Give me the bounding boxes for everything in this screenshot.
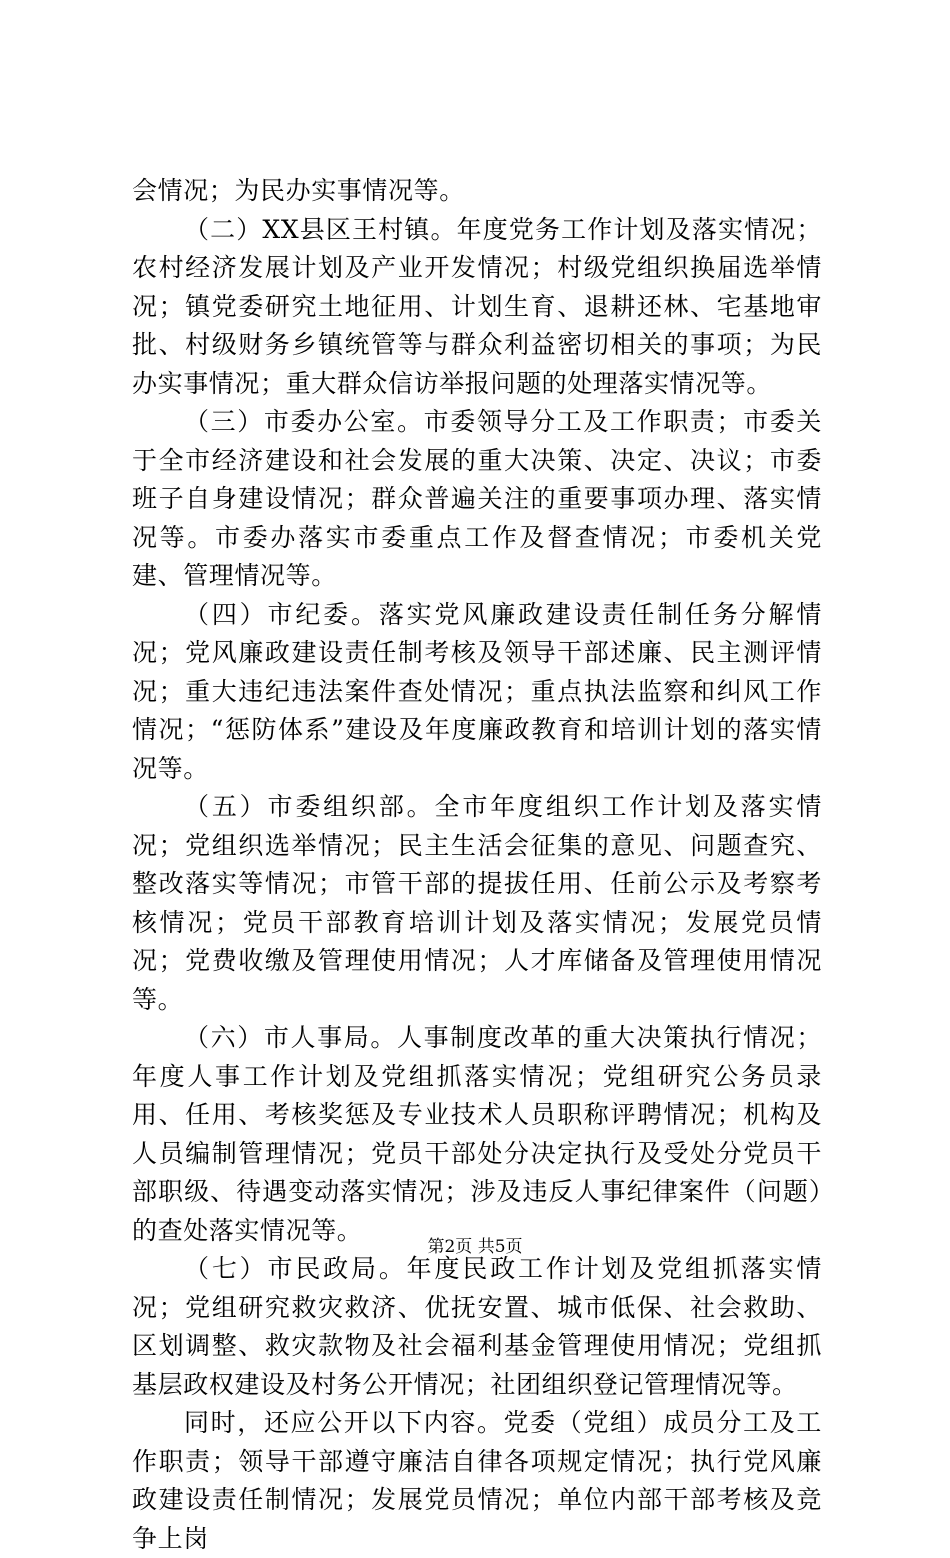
paragraph-civil-affairs-bureau: （七）市民政局。年度民政工作计划及党组抓落实情况；党组研究救灾救济、优抚安置、城市低保、社会救助、区划调整、救灾款物及社会福利基金管理使用情况；党组抓基层政权建设及村务公开情况；社团组织登记管理情况等。 [132, 1254, 822, 1399]
paragraph-additional-disclosure: 同时，还应公开以下内容。党委（党组）成员分工及工作职责；领导干部遵守廉洁自律各项规定情况；执行党风廉政建设责任制情况；发展党员情况；单位内部干部考核及竞争上岗 [132, 1408, 822, 1553]
paragraph-organization-department: （五）市委组织部。全市年度组织工作计划及落实情况；党组织选举情况；民主生活会征集的意见、问题查究、整改落实等情况；市管干部的提拔任用、任前公示及考察考核情况；党员干部教育培训计划及落实情况；发展党员情况；党费收缴及管理使用情况；人才库储备及管理使用情况等。 [132, 792, 822, 1014]
document-body [132, 172, 822, 1558]
paragraph-wangcun-town: （二）XX县区王村镇。年度党务工作计划及落实情况；农村经济发展计划及产业开发情况；村级党组织换届选举情况；镇党委研究土地征用、计划生育、退耕还林、宅基地审批、村级财务乡镇统管等与群众利益密切相关的事项；为民办实事情况；重大群众信访举报问题的处理落实情况等。 [132, 214, 822, 398]
paragraph-continuation: 会情况；为民办实事情况等。 [132, 176, 465, 205]
paragraph-municipal-committee-office: （三）市委办公室。市委领导分工及工作职责；市委关于全市经济建设和社会发展的重大决策、决定、决议；市委班子自身建设情况；群众普遍关注的重要事项办理、落实情况等。市委办落实市委重点工作及督查情况；市委机关党建、管理情况等。 [132, 407, 822, 590]
paragraph-personnel-bureau: （六）市人事局。人事制度改革的重大决策执行情况；年度人事工作计划及党组抓落实情况；党组研究公务员录用、任用、考核奖惩及专业技术人员职称评聘情况；机构及人员编制管理情况；党员干部处分决定执行及受处分党员干部职级、待遇变动落实情况；涉及违反人事纪律案件（问题）的查处落实情况等。 [132, 1023, 822, 1245]
page-number-footer: 第2页 共5页 [427, 1237, 523, 1257]
paragraph-discipline-commission: （四）市纪委。落实党风廉政建设责任制任务分解情况；党风廉政建设责任制考核及领导干部述廉、民主测评情况；重大违纪违法案件查处情况；重点执法监察和纠风工作情况；“惩防体系”建设及年度廉政教育和培训计划的落实情况等。 [132, 599, 822, 783]
